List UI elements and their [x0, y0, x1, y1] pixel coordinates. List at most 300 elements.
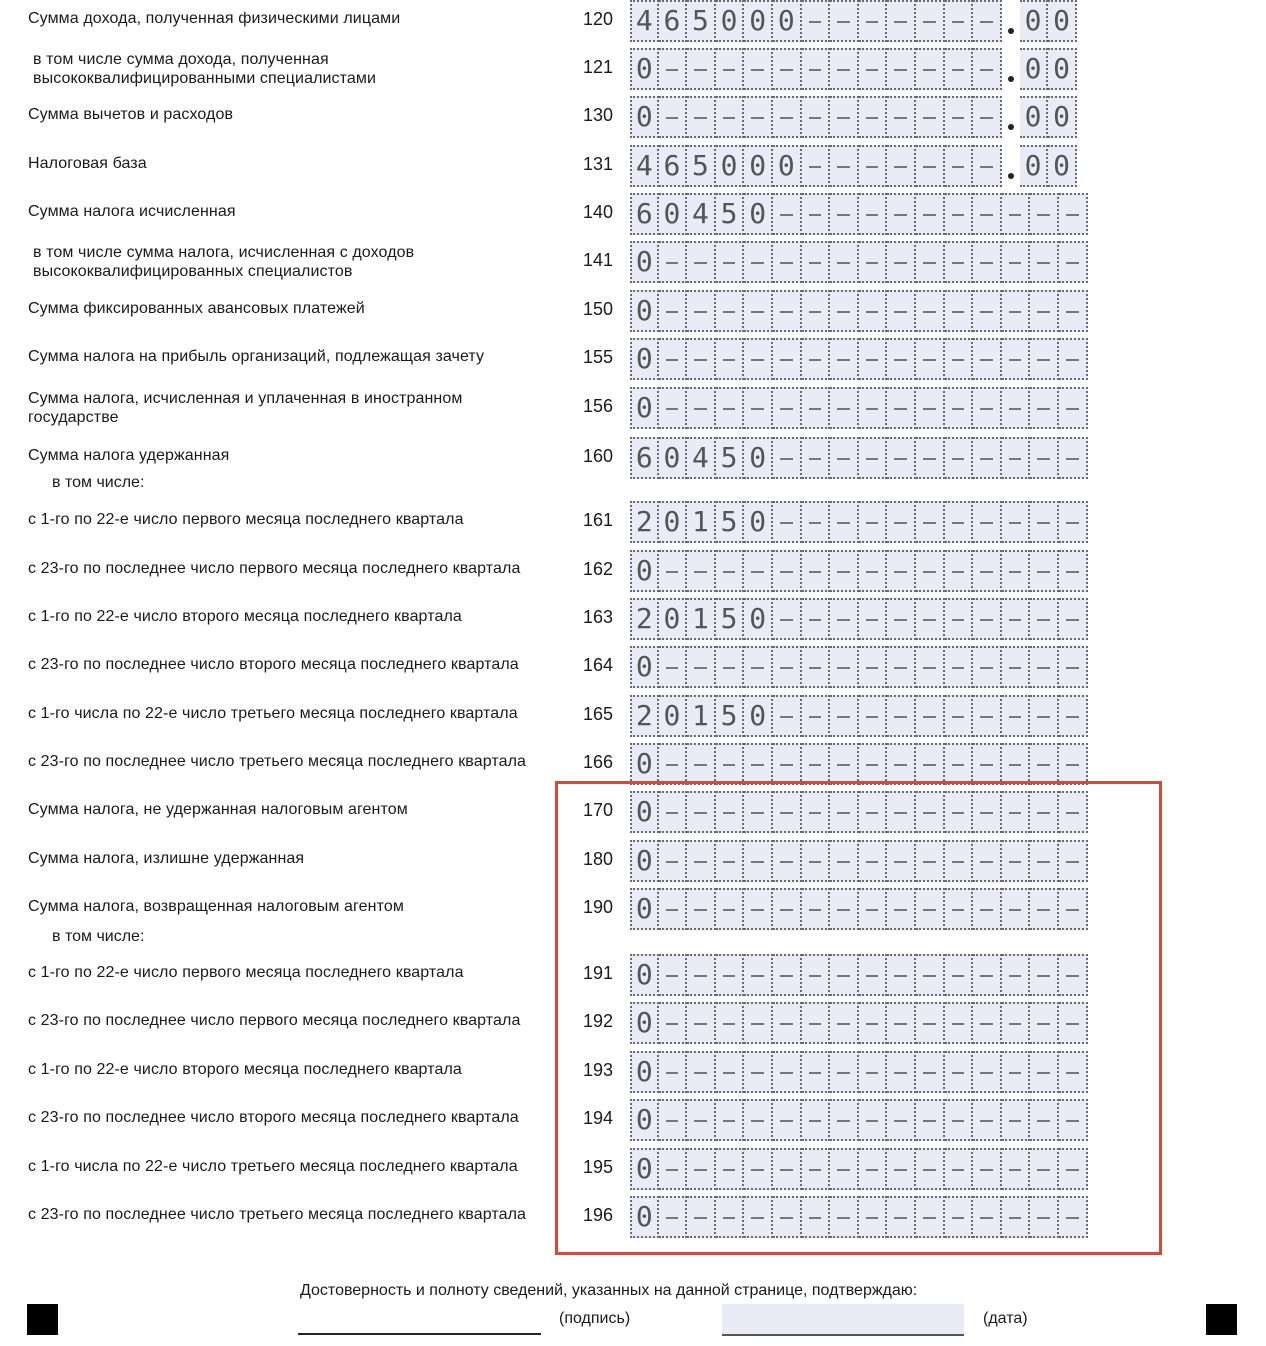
empty-cell	[859, 646, 888, 688]
empty-cell	[1059, 437, 1088, 479]
kopeck-cell: 0	[1020, 0, 1049, 42]
empty-cell	[1030, 437, 1059, 479]
digit-cell: 5	[716, 695, 745, 737]
row-code: 162	[583, 559, 614, 579]
empty-cell	[859, 598, 888, 640]
empty-cell	[773, 193, 802, 235]
digit-cell: 5	[716, 437, 745, 479]
empty-cell	[887, 145, 916, 187]
amount-field[interactable]	[630, 387, 1088, 429]
empty-cell	[859, 0, 888, 42]
empty-cell	[945, 0, 974, 42]
empty-cell	[887, 501, 916, 543]
empty-cell	[802, 290, 831, 332]
empty-cell	[802, 695, 831, 737]
row-code: 163	[583, 607, 614, 627]
digit-cell: 5	[716, 501, 745, 543]
kopeck-cell: 0	[1048, 48, 1077, 90]
empty-cell	[773, 290, 802, 332]
empty-cell	[802, 48, 831, 90]
amount-field[interactable]	[630, 193, 1088, 235]
digit-cell: 6	[659, 0, 688, 42]
empty-cell	[859, 193, 888, 235]
empty-cell	[802, 338, 831, 380]
row-code: 170	[583, 800, 614, 820]
empty-cell	[887, 695, 916, 737]
row-code: 166	[583, 752, 614, 772]
digit-cell: 6	[659, 145, 688, 187]
kopeck-cell: 0	[1020, 96, 1049, 138]
amount-field[interactable]	[630, 695, 1088, 737]
digit-cell: 0	[744, 193, 773, 235]
empty-cell	[802, 0, 831, 42]
digit-cell: 0	[630, 954, 659, 996]
empty-cell	[859, 437, 888, 479]
row-label: с 1-го по 22-е число первого месяца последнего квартала	[28, 964, 464, 981]
empty-cell	[802, 193, 831, 235]
empty-cell	[916, 743, 945, 785]
empty-cell	[830, 96, 859, 138]
row-label: с 23-го по последнее число второго месяца последнего квартала	[28, 656, 519, 673]
empty-cell	[887, 387, 916, 429]
empty-cell	[887, 0, 916, 42]
digit-cell: 5	[716, 193, 745, 235]
row-code: 121	[583, 57, 614, 77]
empty-cell	[916, 96, 945, 138]
empty-cell	[773, 96, 802, 138]
digit-cell: 6	[630, 437, 659, 479]
empty-cell	[1030, 387, 1059, 429]
digit-cell: 0	[630, 241, 659, 283]
empty-cell	[1030, 646, 1059, 688]
row-label: с 1-го числа по 22-е число третьего месяца последнего квартала	[28, 705, 518, 722]
empty-cell	[916, 193, 945, 235]
empty-cell	[1059, 550, 1088, 592]
amount-field[interactable]	[630, 598, 1088, 640]
empty-cell	[830, 290, 859, 332]
amount-field[interactable]	[630, 501, 1088, 543]
empty-cell	[802, 241, 831, 283]
empty-cell	[1059, 598, 1088, 640]
empty-cell	[916, 501, 945, 543]
digit-cell: 0	[630, 791, 659, 833]
empty-cell	[1002, 646, 1031, 688]
empty-cell	[1002, 193, 1031, 235]
empty-cell	[1030, 550, 1059, 592]
amount-field[interactable]	[630, 241, 1088, 283]
row-code: 130	[583, 105, 614, 125]
row-code: 150	[583, 299, 614, 319]
empty-cell	[687, 550, 716, 592]
digit-cell: 0	[630, 888, 659, 930]
row-code: 140	[583, 202, 614, 222]
empty-cell	[1059, 290, 1088, 332]
amount-field[interactable]	[630, 743, 1088, 785]
amount-field[interactable]	[630, 48, 1077, 90]
empty-cell	[945, 550, 974, 592]
digit-cell: 0	[744, 501, 773, 543]
empty-cell	[859, 501, 888, 543]
empty-cell	[916, 0, 945, 42]
empty-cell	[973, 501, 1002, 543]
digit-cell: 0	[744, 695, 773, 737]
empty-cell	[802, 646, 831, 688]
empty-cell	[973, 48, 1002, 90]
highlight-frame	[555, 781, 1162, 1255]
empty-cell	[716, 290, 745, 332]
empty-cell	[1030, 501, 1059, 543]
empty-cell	[887, 550, 916, 592]
digit-cell: 1	[687, 695, 716, 737]
empty-cell	[830, 743, 859, 785]
empty-cell	[945, 501, 974, 543]
row-code: 131	[583, 154, 614, 174]
empty-cell	[773, 501, 802, 543]
amount-field[interactable]	[630, 550, 1088, 592]
empty-cell	[716, 743, 745, 785]
empty-cell	[1030, 695, 1059, 737]
empty-cell	[945, 145, 974, 187]
row-code: 120	[583, 9, 614, 29]
row-code: 180	[583, 849, 614, 869]
row-code: 160	[583, 446, 614, 466]
row-label: Сумма вычетов и расходов	[28, 106, 234, 123]
empty-cell	[830, 437, 859, 479]
empty-cell	[945, 646, 974, 688]
row-code: 196	[583, 1205, 614, 1225]
digit-cell: 0	[630, 840, 659, 882]
empty-cell	[802, 437, 831, 479]
row-code: 155	[583, 347, 614, 367]
amount-field[interactable]	[630, 646, 1088, 688]
empty-cell	[916, 598, 945, 640]
row-code: 161	[583, 510, 614, 530]
empty-cell	[1030, 598, 1059, 640]
empty-cell	[830, 598, 859, 640]
row-label: Сумма налога, возвращенная налоговым агентом	[28, 898, 404, 915]
empty-cell	[744, 550, 773, 592]
digit-cell: 0	[630, 1148, 659, 1190]
empty-cell	[773, 437, 802, 479]
digit-cell: 0	[744, 0, 773, 42]
empty-cell	[687, 387, 716, 429]
empty-cell	[859, 96, 888, 138]
empty-cell	[716, 387, 745, 429]
digit-cell: 0	[659, 598, 688, 640]
amount-field[interactable]	[630, 290, 1088, 332]
row-label: Сумма налога, исчисленная и уплаченная в иностранном государстве	[28, 390, 463, 426]
in-that-number-label: в том числе:	[52, 928, 145, 945]
row-label: Сумма налога, излишне удержанная	[28, 850, 305, 867]
digit-cell: 0	[630, 1051, 659, 1093]
empty-cell	[773, 695, 802, 737]
alignment-marker-right	[1206, 1304, 1237, 1335]
signature-label: (подпись)	[559, 1310, 631, 1327]
digit-cell: 0	[630, 387, 659, 429]
empty-cell	[973, 743, 1002, 785]
empty-cell	[830, 646, 859, 688]
digit-cell: 0	[716, 145, 745, 187]
empty-cell	[687, 96, 716, 138]
digit-cell: 1	[687, 598, 716, 640]
in-that-number-label: в том числе:	[52, 474, 145, 491]
empty-cell	[945, 338, 974, 380]
digit-cell: 0	[744, 145, 773, 187]
empty-cell	[659, 550, 688, 592]
row-code: 164	[583, 655, 614, 675]
empty-cell	[887, 193, 916, 235]
empty-cell	[973, 193, 1002, 235]
digit-cell: 0	[659, 501, 688, 543]
empty-cell	[773, 387, 802, 429]
empty-cell	[916, 646, 945, 688]
empty-cell	[973, 387, 1002, 429]
empty-cell	[744, 646, 773, 688]
empty-cell	[802, 96, 831, 138]
row-label: с 23-го по последнее число первого месяца последнего квартала	[28, 560, 521, 577]
row-label: Сумма налога удержанная	[28, 447, 230, 464]
empty-cell	[1059, 241, 1088, 283]
empty-cell	[1059, 193, 1088, 235]
empty-cell	[973, 550, 1002, 592]
row-label: Сумма налога, не удержанная налоговым агентом	[28, 801, 408, 818]
decimal-point	[1002, 96, 1020, 138]
empty-cell	[945, 437, 974, 479]
row-code: 190	[583, 897, 614, 917]
decimal-point	[1002, 145, 1020, 187]
empty-cell	[773, 743, 802, 785]
digit-cell: 0	[630, 48, 659, 90]
empty-cell	[1002, 598, 1031, 640]
empty-cell	[830, 241, 859, 283]
empty-cell	[716, 646, 745, 688]
empty-cell	[773, 241, 802, 283]
empty-cell	[887, 338, 916, 380]
empty-cell	[916, 338, 945, 380]
empty-cell	[973, 145, 1002, 187]
empty-cell	[916, 241, 945, 283]
row-label: с 23-го по последнее число третьего месяца последнего квартала	[28, 1206, 527, 1223]
empty-cell	[659, 48, 688, 90]
empty-cell	[659, 646, 688, 688]
empty-cell	[830, 145, 859, 187]
empty-cell	[1002, 695, 1031, 737]
digit-cell: 2	[630, 598, 659, 640]
row-label: с 1-го по 22-е число первого месяца последнего квартала	[28, 511, 464, 528]
empty-cell	[887, 598, 916, 640]
empty-cell	[945, 598, 974, 640]
digit-cell: 6	[630, 193, 659, 235]
empty-cell	[973, 646, 1002, 688]
empty-cell	[802, 743, 831, 785]
digit-cell: 0	[630, 550, 659, 592]
empty-cell	[802, 387, 831, 429]
digit-cell: 4	[687, 437, 716, 479]
row-label: с 23-го по последнее число второго месяца последнего квартала	[28, 1109, 519, 1126]
empty-cell	[1059, 646, 1088, 688]
empty-cell	[687, 646, 716, 688]
empty-cell	[744, 338, 773, 380]
empty-cell	[744, 241, 773, 283]
digit-cell: 0	[773, 0, 802, 42]
empty-cell	[1030, 743, 1059, 785]
digit-cell: 0	[659, 437, 688, 479]
digit-cell: 0	[630, 290, 659, 332]
empty-cell	[773, 646, 802, 688]
amount-field[interactable]	[630, 437, 1088, 479]
empty-cell	[687, 241, 716, 283]
empty-cell	[887, 290, 916, 332]
empty-cell	[945, 743, 974, 785]
digit-cell: 5	[687, 145, 716, 187]
empty-cell	[830, 48, 859, 90]
row-code: 191	[583, 963, 614, 983]
kopeck-cell: 0	[1020, 145, 1049, 187]
empty-cell	[802, 550, 831, 592]
empty-cell	[1002, 338, 1031, 380]
empty-cell	[973, 598, 1002, 640]
kopeck-cell: 0	[1048, 0, 1077, 42]
row-label: с 23-го по последнее число третьего месяца последнего квартала	[28, 753, 527, 770]
amount-field[interactable]	[630, 0, 1077, 42]
digit-cell: 4	[630, 0, 659, 42]
date-field[interactable]	[722, 1304, 964, 1336]
empty-cell	[887, 96, 916, 138]
empty-cell	[1002, 743, 1031, 785]
empty-cell	[659, 387, 688, 429]
row-code: 156	[583, 396, 614, 416]
empty-cell	[973, 695, 1002, 737]
empty-cell	[916, 48, 945, 90]
empty-cell	[659, 290, 688, 332]
digit-cell: 0	[659, 695, 688, 737]
amount-field[interactable]	[630, 96, 1077, 138]
empty-cell	[687, 743, 716, 785]
empty-cell	[916, 695, 945, 737]
digit-cell: 1	[687, 501, 716, 543]
digit-cell: 0	[716, 0, 745, 42]
empty-cell	[1002, 550, 1031, 592]
empty-cell	[716, 338, 745, 380]
row-code: 165	[583, 704, 614, 724]
digit-cell: 0	[630, 1099, 659, 1141]
row-label: Сумма налога на прибыль организаций, подлежащая зачету	[28, 348, 485, 365]
row-code: 195	[583, 1157, 614, 1177]
empty-cell	[887, 743, 916, 785]
empty-cell	[859, 695, 888, 737]
empty-cell	[859, 290, 888, 332]
empty-cell	[859, 48, 888, 90]
digit-cell: 0	[744, 598, 773, 640]
empty-cell	[716, 96, 745, 138]
empty-cell	[1059, 387, 1088, 429]
digit-cell: 0	[773, 145, 802, 187]
empty-cell	[916, 290, 945, 332]
row-label: Сумма дохода, полученная физическими лицами	[28, 10, 401, 27]
digit-cell: 5	[716, 598, 745, 640]
empty-cell	[744, 387, 773, 429]
empty-cell	[916, 437, 945, 479]
empty-cell	[744, 290, 773, 332]
signature-line[interactable]	[298, 1333, 541, 1335]
digit-cell: 0	[630, 646, 659, 688]
row-label: Сумма налога исчисленная	[28, 203, 236, 220]
digit-cell: 0	[659, 193, 688, 235]
confirmation-text: Достоверность и полноту сведений, указанных на данной странице, подтверждаю:	[300, 1282, 918, 1299]
empty-cell	[773, 598, 802, 640]
empty-cell	[830, 338, 859, 380]
digit-cell: 0	[630, 338, 659, 380]
empty-cell	[945, 241, 974, 283]
empty-cell	[945, 193, 974, 235]
empty-cell	[1002, 501, 1031, 543]
row-code: 141	[583, 250, 614, 270]
empty-cell	[887, 241, 916, 283]
empty-cell	[1059, 501, 1088, 543]
digit-cell: 0	[630, 1002, 659, 1044]
empty-cell	[659, 743, 688, 785]
kopeck-cell: 0	[1048, 145, 1077, 187]
empty-cell	[973, 0, 1002, 42]
row-label: с 1-го числа по 22-е число третьего месяца последнего квартала	[28, 1158, 518, 1175]
empty-cell	[945, 290, 974, 332]
empty-cell	[1002, 437, 1031, 479]
empty-cell	[830, 550, 859, 592]
empty-cell	[802, 145, 831, 187]
empty-cell	[916, 145, 945, 187]
row-label: Сумма фиксированных авансовых платежей	[28, 300, 365, 317]
row-label: с 23-го по последнее число первого месяца последнего квартала	[28, 1012, 521, 1029]
digit-cell: 0	[630, 96, 659, 138]
digit-cell: 4	[630, 145, 659, 187]
empty-cell	[659, 96, 688, 138]
empty-cell	[973, 241, 1002, 283]
empty-cell	[1030, 290, 1059, 332]
digit-cell: 0	[630, 743, 659, 785]
amount-field[interactable]	[630, 145, 1077, 187]
empty-cell	[887, 48, 916, 90]
empty-cell	[859, 550, 888, 592]
empty-cell	[859, 338, 888, 380]
empty-cell	[1030, 193, 1059, 235]
digit-cell: 0	[630, 1196, 659, 1238]
empty-cell	[859, 743, 888, 785]
empty-cell	[1059, 695, 1088, 737]
date-label: (дата)	[983, 1310, 1028, 1327]
empty-cell	[1030, 338, 1059, 380]
empty-cell	[716, 48, 745, 90]
empty-cell	[916, 550, 945, 592]
empty-cell	[830, 501, 859, 543]
empty-cell	[887, 646, 916, 688]
alignment-marker-left	[27, 1304, 58, 1335]
empty-cell	[830, 0, 859, 42]
empty-cell	[973, 96, 1002, 138]
row-code: 193	[583, 1060, 614, 1080]
empty-cell	[1030, 241, 1059, 283]
empty-cell	[1059, 743, 1088, 785]
amount-field[interactable]	[630, 338, 1088, 380]
empty-cell	[716, 241, 745, 283]
empty-cell	[859, 387, 888, 429]
empty-cell	[1059, 338, 1088, 380]
empty-cell	[744, 743, 773, 785]
empty-cell	[859, 241, 888, 283]
empty-cell	[945, 96, 974, 138]
row-label: Налоговая база	[28, 155, 147, 172]
row-code: 192	[583, 1011, 614, 1031]
empty-cell	[687, 290, 716, 332]
